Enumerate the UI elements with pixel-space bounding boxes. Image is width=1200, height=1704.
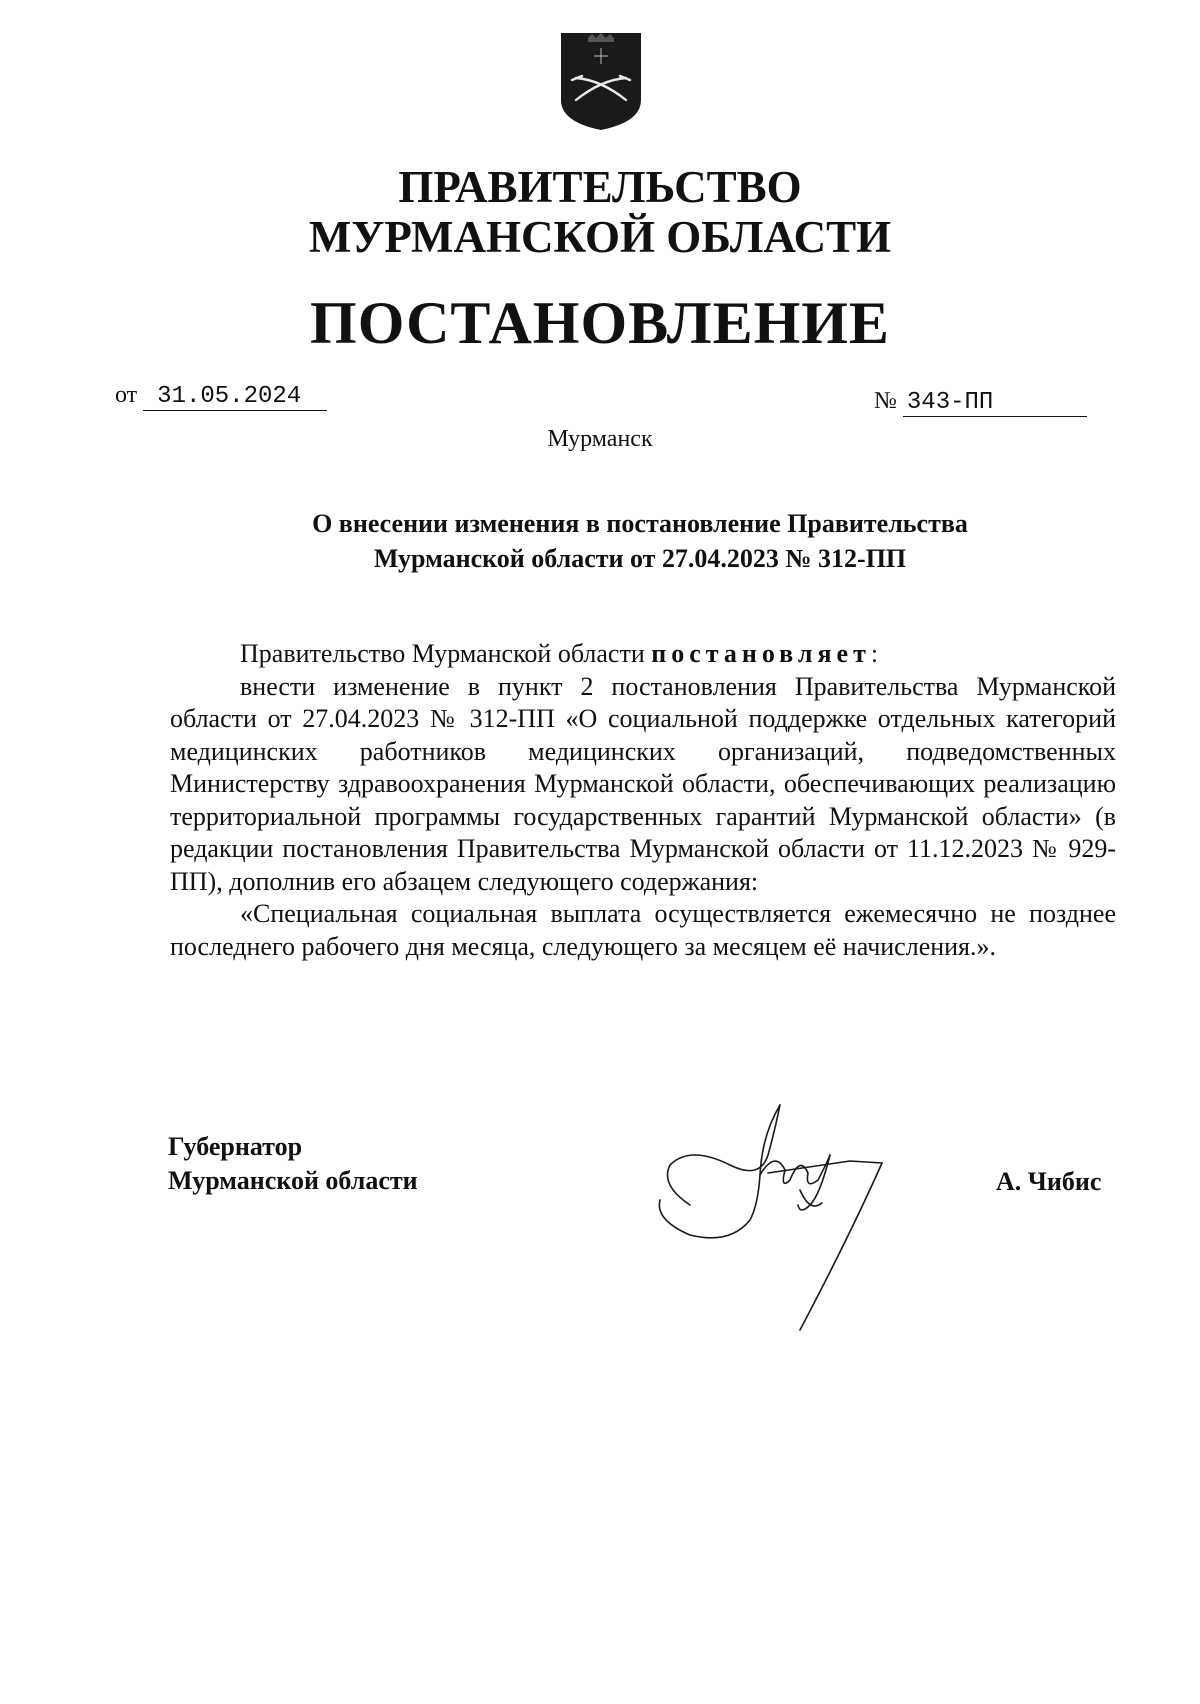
- document-number-row: [874, 388, 1087, 417]
- subject-line1: О внесении изменения в постановление Правительства: [312, 509, 968, 538]
- document-date-row: [115, 382, 327, 411]
- main-paragraph: внести изменение в пункт 2 постановления Правительства Мурманской области от 27.04.2023 № 312-ПП «О социальной поддержке отдельных категорий медицинских работников медицинских организаций, подведомственных Министерству здравоохранения Мурманской области, обеспечивающих реализацию территориальной программы государственных гарантий Мурманской области» (в редакции постановления Правительства Мурманской области от 11.12.2023 № 929-ПП), дополнив его абзацем следующего содержания:: [170, 671, 1116, 896]
- document-date: 31.05.2024: [143, 384, 327, 411]
- handwritten-signature: [650, 1095, 920, 1355]
- document-number: 343-ПП: [903, 390, 1087, 417]
- signer-position: [168, 1130, 418, 1198]
- intro-end: :: [870, 639, 879, 668]
- date-prefix: от: [115, 382, 138, 408]
- subject-line2: Мурманской области от 27.04.2023 № 312-ПП: [373, 544, 907, 573]
- organization-name-line2: МУРМАНСКОЙ ОБЛАСТИ: [308, 212, 892, 262]
- coat-of-arms-icon: [558, 30, 644, 132]
- signer-position-line1: Губернатор: [168, 1132, 303, 1161]
- resolution-intro: [170, 638, 1116, 671]
- document-subject: [150, 506, 1130, 576]
- number-prefix: №: [874, 388, 897, 414]
- signer-position-line2: Мурманской области: [168, 1166, 418, 1195]
- intro-text: Правительство Мурманской области: [240, 639, 652, 668]
- quoted-paragraph: «Специальная социальная выплата осуществляется ежемесячно не позднее последнего рабочего дня месяца, следующего за месяцем её начисления.».: [170, 899, 1116, 961]
- organization-name-line1: ПРАВИТЕЛЬСТВО: [398, 162, 802, 212]
- document-body: [170, 638, 1116, 963]
- resolves-word: постановляет: [651, 639, 871, 668]
- signer-name: А. Чибис: [996, 1167, 1102, 1196]
- issuing-city: Мурманск: [547, 426, 653, 452]
- document-type-title: ПОСТАНОВЛЕНИЕ: [310, 290, 890, 356]
